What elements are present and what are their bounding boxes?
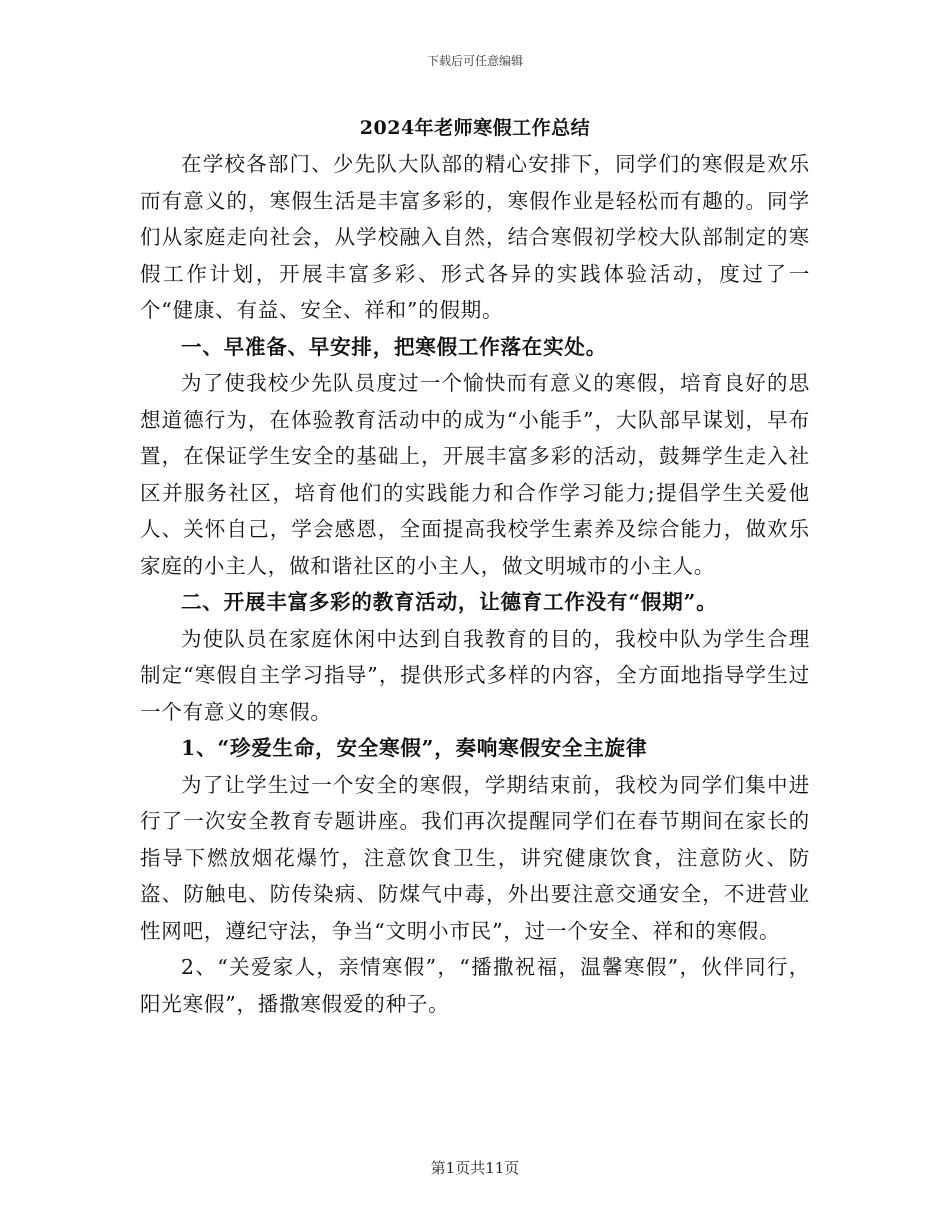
section-heading-2: 二、开展丰富多彩的教育活动，让德育工作没有“假期”。 xyxy=(181,590,718,614)
page-number-footer: 第1页共11页 xyxy=(430,1159,520,1177)
paragraph-intro: 在学校各部门、少先队大队部的精心安排下，同学们的寒假是欢乐而有意义的，寒假生活是丰富多彩的，寒假作业是轻松而有趣的。同学们从家庭走向社会，从学校融入自然，结合寒假初学校大队部制定的寒假工作计划，开展丰富多彩、形式各异的实践体验活动，度过了一个“健康、有益、安全、祥和”的假期。 xyxy=(140,152,810,322)
paragraph-subsection-1: 为了让学生过一个安全的寒假，学期结束前，我校为同学们集中进行了一次安全教育专题讲座。我们再次提醒同学们在春节期间在家长的指导下燃放烟花爆竹，注意饮食卫生，讲究健康饮食，注意防火、防盗、防触电、防传染病、防煤气中毒，外出要注意交通安全，不进营业性网吧，遵纪守法，争当“文明小市民”，过一个安全、祥和的寒假。 xyxy=(140,772,810,943)
paragraph-section-2: 为使队员在家庭休闲中达到自我教育的目的，我校中队为学生合理制定“寒假自主学习指导”，提供形式多样的内容，全方面地指导学生过一个有意义的寒假。 xyxy=(140,626,810,724)
document-title: 2024年老师寒假工作总结 xyxy=(359,117,591,139)
paragraph-subsection-2: 2、“关爱家人，亲情寒假”，“播撒祝福，温馨寒假”，伙伴同行，阳光寒假”，播撒寒假爱的种子。 xyxy=(140,955,810,1016)
document-body xyxy=(140,146,810,1022)
subsection-heading-1: 1、“珍爱生命，安全寒假”，奏响寒假安全主旋律 xyxy=(181,736,648,760)
header-note: 下载后可任意编辑 xyxy=(426,54,523,68)
paragraph-section-1: 为了使我校少先队员度过一个愉快而有意义的寒假，培育良好的思想道德行为，在体验教育活动中的成为“小能手”，大队部早谋划，早布置，在保证学生安全的基础上，开展丰富多彩的活动，鼓舞学生走入社区并服务社区，培育他们的实践能力和合作学习能力;提倡学生关爱他人、关怀自己，学会感恩，全面提高我校学生素养及综合能力，做欢乐家庭的小主人，做和谐社区的小主人，做文明城市的小主人。 xyxy=(140,371,810,578)
section-heading-1: 一、早准备、早安排，把寒假工作落在实处。 xyxy=(181,334,607,359)
